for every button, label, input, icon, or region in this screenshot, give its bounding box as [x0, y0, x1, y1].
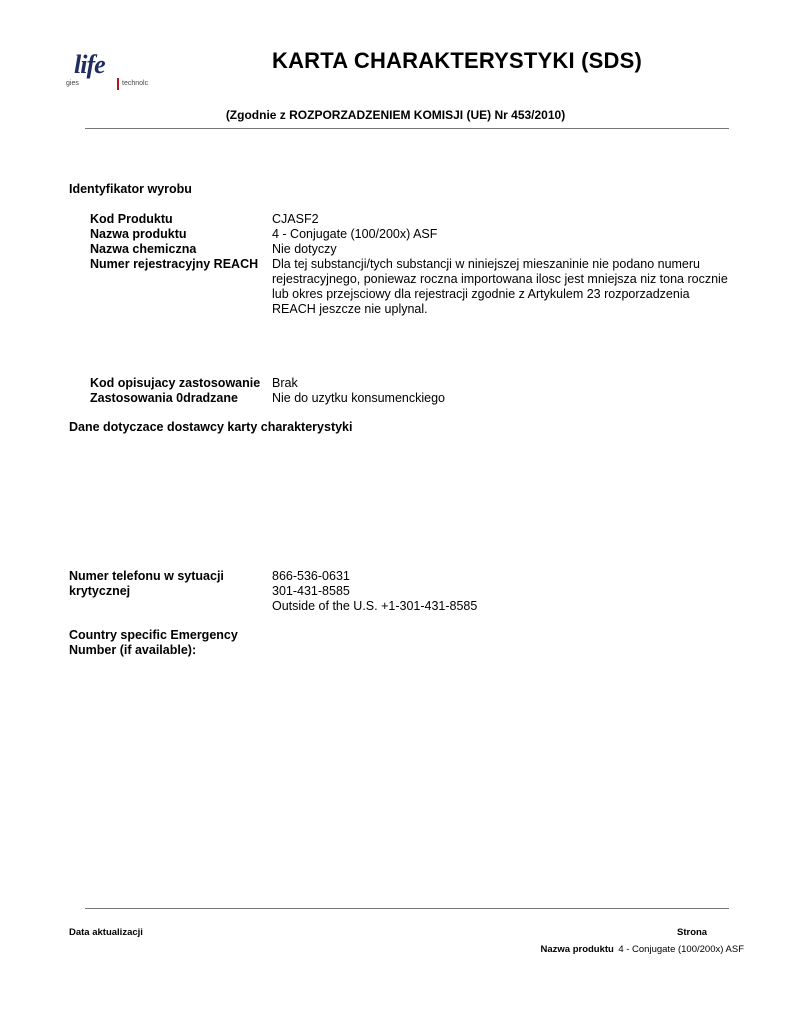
company-logo [66, 50, 166, 94]
reach-text-line: lub okres przejsciowy dla rejestracji zgodnie z Artykulem 23 rozporzadzenia [272, 287, 690, 301]
product-identifier-heading: Identyfikator wyrobu [69, 182, 192, 196]
header-divider [85, 128, 729, 129]
page-label: Strona [677, 927, 708, 938]
emergency-phone-label [69, 569, 224, 599]
document-subtitle: (Zgodnie z ROZPORZADZENIEM KOMISJI (UE) Nr 453/2010) [225, 108, 566, 122]
reach-number-label: Numer rejestracyjny REACH [90, 257, 259, 271]
use-code-label: Kod opisujacy zastosowanie [90, 376, 261, 390]
emergency-phone-number: Outside of the U.S. +1-301-431-8585 [272, 599, 478, 613]
footer-product-value: 4 - Conjugate (100/200x) ASF [618, 944, 744, 955]
uses-advised-against-label: Zastosowania 0dradzane [90, 391, 238, 405]
supplier-heading: Dane dotyczace dostawcy karty charakterystyki [69, 420, 353, 434]
footer-product [540, 939, 744, 957]
revision-date-label: Data aktualizacji [69, 927, 143, 938]
chemical-name-label: Nazwa chemiczna [90, 242, 197, 256]
country-emergency-label-line: Number (if available): [69, 643, 197, 657]
logo-right-fragment: technolc [122, 80, 149, 87]
emergency-phone-number: 301-431-8585 [272, 584, 350, 598]
chemical-name-value: Nie dotyczy [272, 242, 337, 256]
logo-left-fragment: gies [66, 80, 79, 87]
footer-divider [85, 908, 729, 909]
reach-text-line: rejestracyjnego, poniewaz roczna importowana ilosc jest mniejsza niz tona rocznie [272, 272, 728, 286]
product-code-value: CJASF2 [272, 212, 319, 226]
product-name-label: Nazwa produktu [90, 227, 187, 241]
emergency-phone-number: 866-536-0631 [272, 569, 350, 583]
footer-product-label: Nazwa produktu [540, 944, 614, 955]
emergency-label-line: krytycznej [69, 584, 131, 598]
product-code-label: Kod Produktu [90, 212, 173, 226]
emergency-phone-values [272, 569, 477, 614]
reach-text-line: Dla tej substancji/tych substancji w niniejszej mieszaninie nie podano numeru [272, 257, 701, 271]
reach-number-value [272, 257, 752, 317]
country-emergency-label [69, 628, 238, 658]
use-code-value: Brak [272, 376, 298, 390]
logo-red-bar [117, 78, 119, 90]
logo-wordmark: life [74, 50, 105, 79]
reach-text-line: REACH jeszcze nie uplynal. [272, 302, 428, 316]
country-emergency-label-line: Country specific Emergency [69, 628, 238, 642]
uses-advised-against-value: Nie do uzytku konsumenckiego [272, 391, 446, 405]
emergency-label-line: Numer telefonu w sytuacji [69, 569, 224, 583]
product-name-value: 4 - Conjugate (100/200x) ASF [272, 227, 438, 241]
document-title: KARTA CHARAKTERYSTYKI (SDS) [272, 48, 643, 73]
